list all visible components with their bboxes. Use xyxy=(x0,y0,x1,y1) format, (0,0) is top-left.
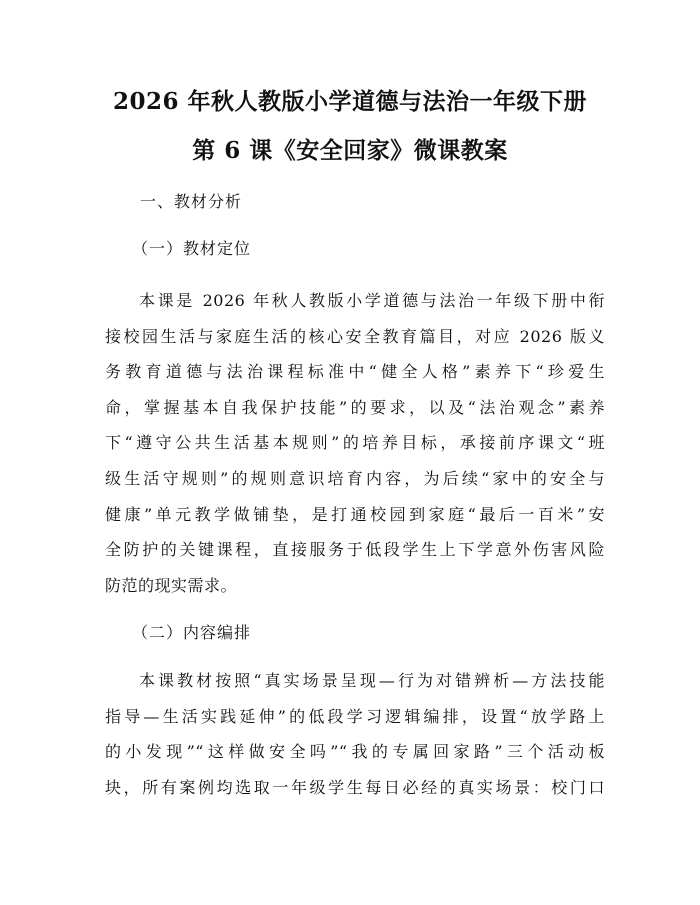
paragraph-line: 务教育道德与法治课程标准中“健全人格”素养下“珍爱生 xyxy=(105,362,605,382)
subsection-heading-positioning: （一）教材定位 xyxy=(132,239,252,258)
paragraph-positioning xyxy=(105,283,605,603)
paragraph-line: 块，所有案例均选取一年级学生每日必经的真实场景：校门口 xyxy=(105,777,605,797)
paragraph-line: 防范的现实需求。 xyxy=(105,575,238,595)
paragraph-line: 本课教材按照“真实场景呈现—行为对错辨析—方法技能 xyxy=(139,671,605,690)
paragraph-line: 接校园生活与家庭生活的核心安全教育篇目，对应 2026 版义 xyxy=(105,326,605,346)
document-title-line-2: 第 6 课《安全回家》微课教案 xyxy=(192,137,508,164)
paragraph-line: 下“遵守公共生活基本规则”的培养目标，承接前序课文“班 xyxy=(105,433,605,453)
paragraph-line: 的小发现”“这样做安全吗”“我的专属回家路”三个活动板 xyxy=(105,742,605,762)
paragraph-line: 全防护的关键课程，直接服务于低段学生上下学意外伤害风险 xyxy=(105,540,605,560)
subsection-heading-content-arrangement: （二）内容编排 xyxy=(132,623,252,642)
paragraph-line: 级生活守规则”的规则意识培育内容，为后续“家中的安全与 xyxy=(105,468,605,488)
section-heading-textbook-analysis: 一、教材分析 xyxy=(140,192,243,211)
document-title-line-1: 2026 年秋人教版小学道德与法治一年级下册 xyxy=(112,88,588,115)
paragraph-line: 指导—生活实践延伸”的低段学习逻辑编排，设置“放学路上 xyxy=(105,706,605,726)
paragraph-content-arrangement xyxy=(105,663,605,805)
paragraph-line: 本课是 2026 年秋人教版小学道德与法治一年级下册中衔 xyxy=(139,291,605,310)
paragraph-line: 命，掌握基本自我保护技能”的要求，以及“法治观念”素养 xyxy=(105,397,605,417)
paragraph-line: 健康”单元教学做铺垫，是打通校园到家庭“最后一百米”安 xyxy=(105,504,605,524)
